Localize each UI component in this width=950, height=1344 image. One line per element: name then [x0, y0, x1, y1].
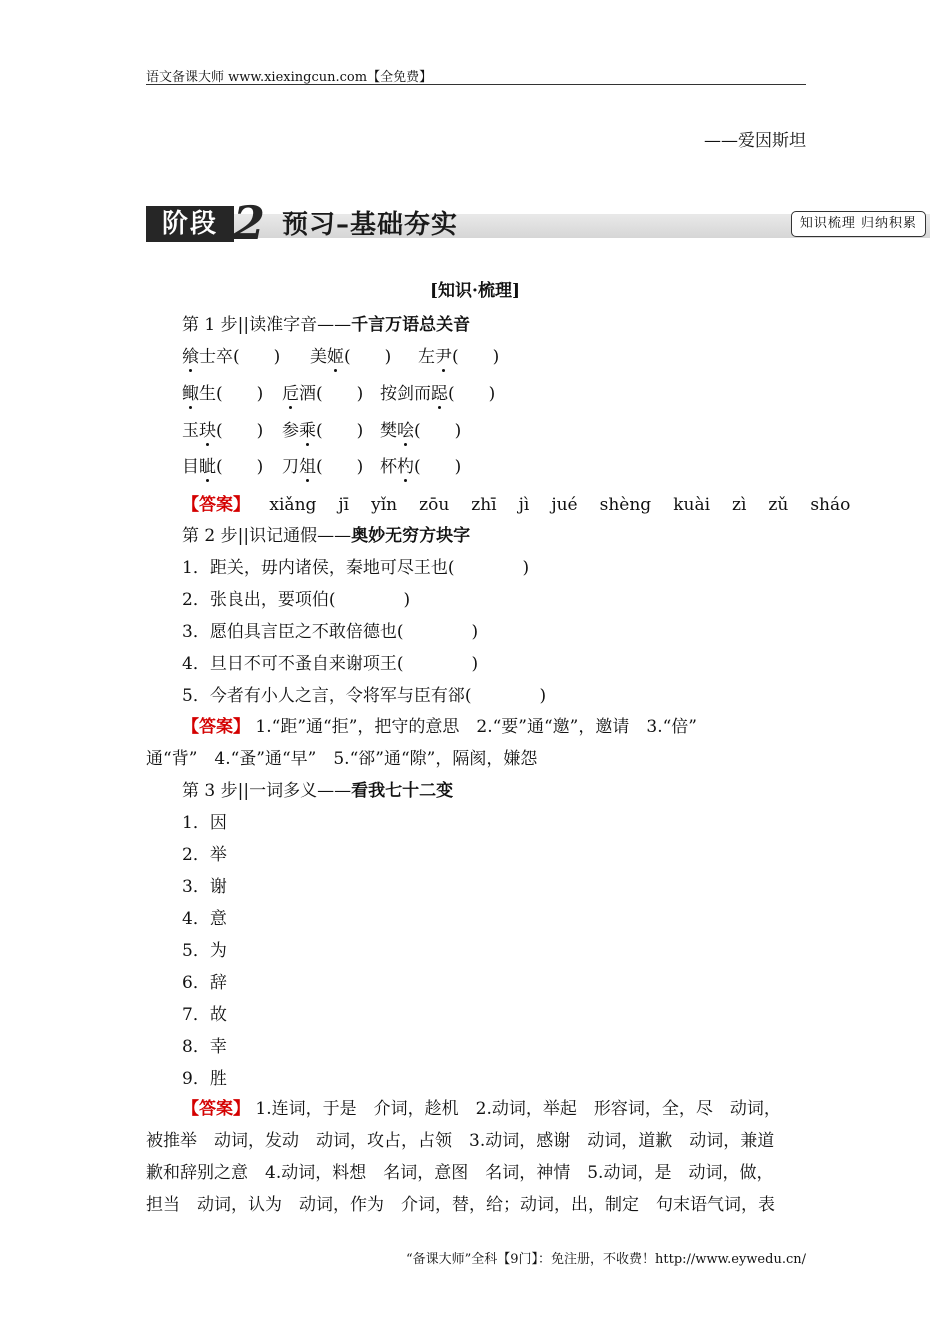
dotted-character: 姬 [327, 342, 344, 367]
step3-title: 看我七十二变 [351, 781, 454, 801]
dotted-character: 鲰 [182, 379, 199, 404]
pinyin-answer: shèng [599, 495, 652, 515]
quote-attribution: ——爱因斯坦 [704, 131, 806, 151]
tongjia-item: 3．愿伯具言臣之不敢倍德也( ) [182, 622, 479, 642]
polysemy-item: 7．故 [182, 1005, 227, 1025]
step2-answer-text: 1.“距”通“拒”，把守的意思 2.“要”通“邀”，邀请 3.“倍” [255, 717, 697, 737]
pinyin-answer: zì [732, 495, 747, 515]
pinyin-answer: zōu [419, 495, 450, 515]
tongjia-item: 5．今者有小人之言，令将军与臣有郤( ) [182, 686, 547, 706]
polysemy-item: 3．谢 [182, 877, 227, 897]
pinyin-answer: zǔ [768, 495, 789, 515]
polysemy-item: 1．因 [182, 813, 227, 833]
dotted-character: 飨 [182, 342, 199, 367]
pronunciation-item: 飨士卒( ) [182, 342, 280, 367]
answer-label: 【答案】 [182, 1099, 250, 1119]
step3-prefix: 第 3 步||一词多义—— [182, 781, 352, 801]
polysemy-item: 5．为 [182, 941, 227, 961]
polysemy-item: 8．幸 [182, 1037, 227, 1057]
step3-answer-line3: 歉和辞别之意 4.动词，料想 名词，意图 名词，神情 5.动词，是 动词，做， [146, 1163, 774, 1183]
dotted-character: 杓 [397, 452, 414, 477]
pronunciation-item: 按剑而跽( ) [380, 379, 495, 404]
polysemy-item: 9．胜 [182, 1069, 227, 1089]
step1-prefix: 第 1 步||读准字音—— [182, 315, 352, 335]
dotted-character: 尹 [435, 342, 452, 367]
tongjia-item: 2．张良出，要项伯( ) [182, 590, 411, 610]
pinyin-answer: jì [518, 495, 530, 515]
pinyin-answer: jué [551, 495, 578, 515]
dotted-character: 乘 [299, 416, 316, 441]
pinyin-answer: xiǎng [269, 495, 317, 515]
pronunciation-item: 鲰生( ) [182, 379, 263, 404]
step2-answer-line1 [182, 712, 697, 737]
answer-label: 【答案】 [182, 717, 250, 737]
step3-answer-line4: 担当 动词，认为 动词，作为 介词，替，给；动词，出，制定 句末语气词，表 [146, 1195, 775, 1215]
pronunciation-item: 左尹( ) [418, 342, 499, 367]
pronunciation-item: 樊哙( ) [380, 416, 461, 441]
polysemy-item: 2．举 [182, 845, 227, 865]
banner-tag: 知识梳理 归纳积累 [791, 211, 926, 237]
step2-answer-line2: 通“背” 4.“蚤”通“早” 5.“郤”通“隙”，隔阂，嫌怨 [146, 749, 538, 769]
page-footer: “备课大师”全科【9门】：免注册，不收费！http://www.eywedu.cn/ [405, 1252, 806, 1267]
dotted-character: 哙 [397, 416, 414, 441]
pinyin-answers [255, 495, 850, 515]
dotted-character: 玦 [199, 416, 216, 441]
pinyin-answer: kuài [673, 495, 711, 515]
pronunciation-item: 玉玦( ) [182, 416, 263, 441]
polysemy-item: 6．辞 [182, 973, 227, 993]
step3-answer-line2: 被推举 动词，发动 动词，攻占，占领 3.动词，感谢 动词，道歉 动词，兼道 [146, 1131, 775, 1151]
dotted-character: 俎 [299, 452, 316, 477]
dotted-character: 眦 [199, 452, 216, 477]
step1-title: 千言万语总关音 [351, 315, 471, 335]
stage-label: 阶段 [146, 206, 234, 242]
pronunciation-item: 参乘( ) [282, 416, 363, 441]
step1-heading [182, 310, 470, 335]
stage-number: 2 [232, 196, 265, 250]
pronunciation-item: 目眦( ) [182, 452, 263, 477]
pinyin-answer: zhī [471, 495, 497, 515]
dotted-character: 卮 [282, 379, 299, 404]
pronunciation-item: 杯杓( ) [380, 452, 461, 477]
step3-heading [182, 776, 453, 801]
header-divider [146, 84, 806, 85]
pinyin-answer: sháo [810, 495, 851, 515]
step2-title: 奥妙无穷方块字 [351, 526, 471, 546]
answer-label: 【答案】 [182, 495, 250, 515]
page-header: 语文备课大师 www.xiexingcun.com【全免费】 [146, 70, 433, 85]
section-label: [知识·梳理] [429, 281, 520, 301]
tongjia-item: 1．距关，毋内诸侯，秦地可尽王也( ) [182, 558, 530, 578]
polysemy-item: 4．意 [182, 909, 227, 929]
step2-heading [182, 521, 470, 546]
banner-title: 预习–基础夯实 [282, 210, 459, 240]
tongjia-item: 4．旦日不可不蚤自来谢项王( ) [182, 654, 479, 674]
stage-banner [146, 196, 930, 250]
pronunciation-item: 卮酒( ) [282, 379, 363, 404]
pinyin-answer: jī [338, 495, 350, 515]
pinyin-answer: yǐn [371, 495, 398, 515]
step3-answer-text: 1.连词，于是 介词，趁机 2.动词，举起 形容词，全，尽 动词， [255, 1099, 781, 1119]
dotted-character: 跽 [431, 379, 448, 404]
pronunciation-item: 美姬( ) [310, 342, 391, 367]
pronunciation-item: 刀俎( ) [282, 452, 363, 477]
step1-answer [182, 490, 850, 515]
step2-prefix: 第 2 步||识记通假—— [182, 526, 352, 546]
step3-answer-line1 [182, 1094, 781, 1119]
